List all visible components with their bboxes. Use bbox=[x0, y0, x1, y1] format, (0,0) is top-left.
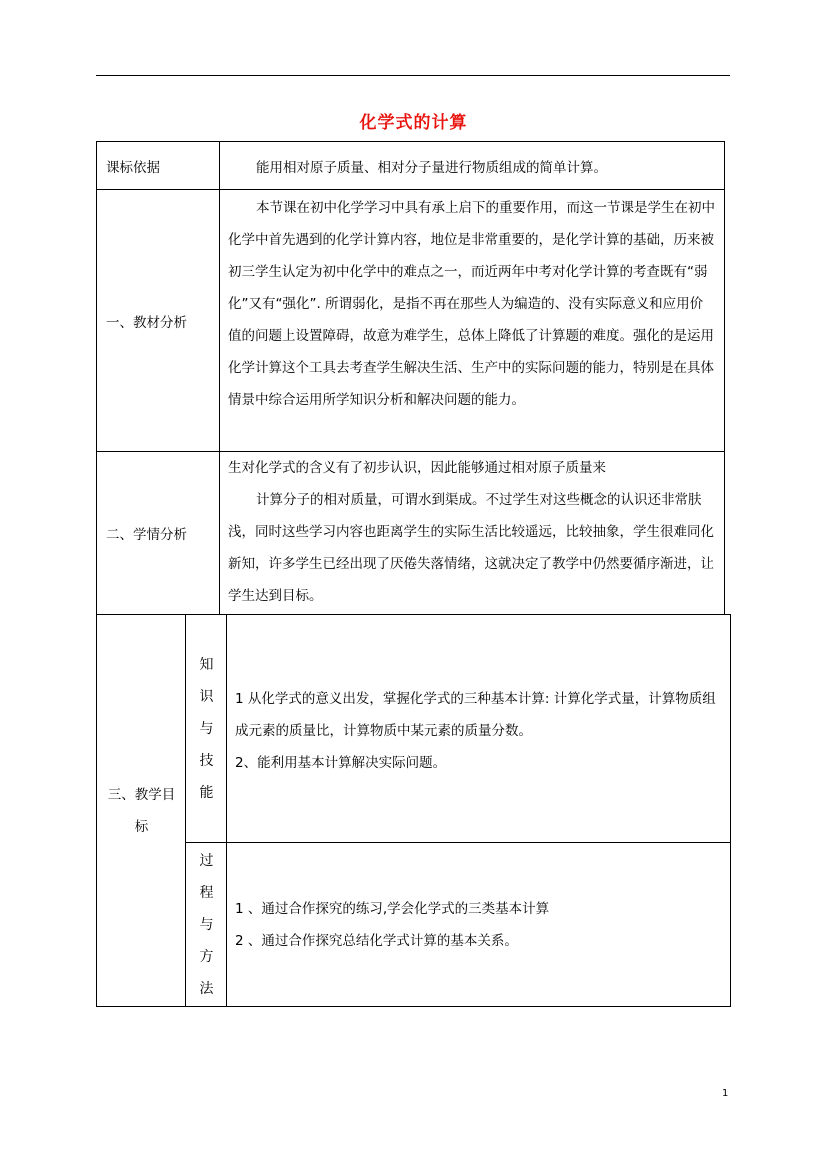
goals-label-cell bbox=[96, 614, 186, 1007]
process-label-char: 方 bbox=[199, 948, 214, 965]
goals-label-line-2: 标 bbox=[134, 818, 149, 835]
process-content-cell bbox=[226, 842, 731, 1007]
curriculum-content: 能用相对原子质量、相对分子量进行物质组成的简单计算。 bbox=[256, 159, 607, 176]
goals-label-line-1: 三、教学目 bbox=[107, 786, 176, 803]
knowledge-label-char: 技 bbox=[199, 752, 214, 769]
document-title: 化学式的计算 bbox=[359, 113, 468, 133]
knowledge-label-char: 与 bbox=[199, 720, 214, 737]
knowledge-label-char: 能 bbox=[199, 784, 214, 801]
material-label-cell bbox=[96, 189, 220, 451]
curriculum-label: 课标依据 bbox=[106, 159, 160, 176]
process-label-char: 过 bbox=[199, 852, 214, 869]
process-label-cell bbox=[185, 842, 227, 1007]
students-label-cell bbox=[96, 451, 220, 614]
students-label: 二、学情分析 bbox=[106, 527, 187, 543]
knowledge-content-cell bbox=[226, 614, 731, 842]
students-line-2: 计算分子的相对质量，可谓水到渠成。不过学生对这些概念的认识还非常肤浅，同时这些学习内容也距离学生的实际生活比较遥远，比较抽象，学生很难同化新知，许多学生已经出现了厌倦失落情绪，这就决定了教学中仍然要循序渐进，让学生达到目标。 bbox=[228, 492, 714, 604]
process-label-char: 程 bbox=[199, 884, 214, 901]
process-item-2: 2 、通过合作探究总结化学式计算的基本关系。 bbox=[235, 933, 518, 949]
material-content: 本节课在初中化学学习中具有承上启下的重要作用，而这一节课是学生在初中化学中首先遇到的化学计算内容，地位是非常重要的，是化学计算的基础，历来被初三学生认定为初中化学中的难点之一，而近两年中考对化学计算的考查既有“弱化”又有“强化”. 所谓弱化，是指不再在那些人为编造的、没有实际意义和应用价值的问题上设置障碍，故意为难学生，总体上降低了计算题的难度。强化的是运用化学计算这个工具去考查学生解决生活、生产中的实际问题的能力，特别是在具体情景中综合运用所学知识分析和解决问题的能力。 bbox=[228, 200, 715, 408]
process-label-char: 法 bbox=[199, 980, 214, 997]
knowledge-item-1: 1 从化学式的意义出发，掌握化学式的三种基本计算: 计算化学式量，计算物质组成元素的质量比，计算物质中某元素的质量分数。 bbox=[235, 691, 716, 739]
page-number: 1 bbox=[722, 1088, 729, 1099]
process-item-1: 1 、通过合作探究的练习,学会化学式的三类基本计算 bbox=[235, 901, 550, 917]
students-content-cell bbox=[219, 451, 725, 614]
curriculum-content-cell bbox=[219, 141, 725, 189]
process-label-char: 与 bbox=[199, 916, 214, 933]
knowledge-label-cell bbox=[185, 614, 227, 842]
material-content-cell bbox=[219, 189, 725, 451]
header-rule bbox=[96, 75, 730, 76]
knowledge-label-char: 知 bbox=[199, 656, 214, 673]
knowledge-item-2: 2、能利用基本计算解决实际问题。 bbox=[235, 755, 447, 771]
students-line-1: 生对化学式的含义有了初步认识，因此能够通过相对原子质量来 bbox=[228, 460, 606, 476]
material-label: 一、教材分析 bbox=[106, 314, 187, 331]
curriculum-label-cell bbox=[96, 141, 220, 189]
knowledge-label-char: 识 bbox=[199, 688, 214, 705]
